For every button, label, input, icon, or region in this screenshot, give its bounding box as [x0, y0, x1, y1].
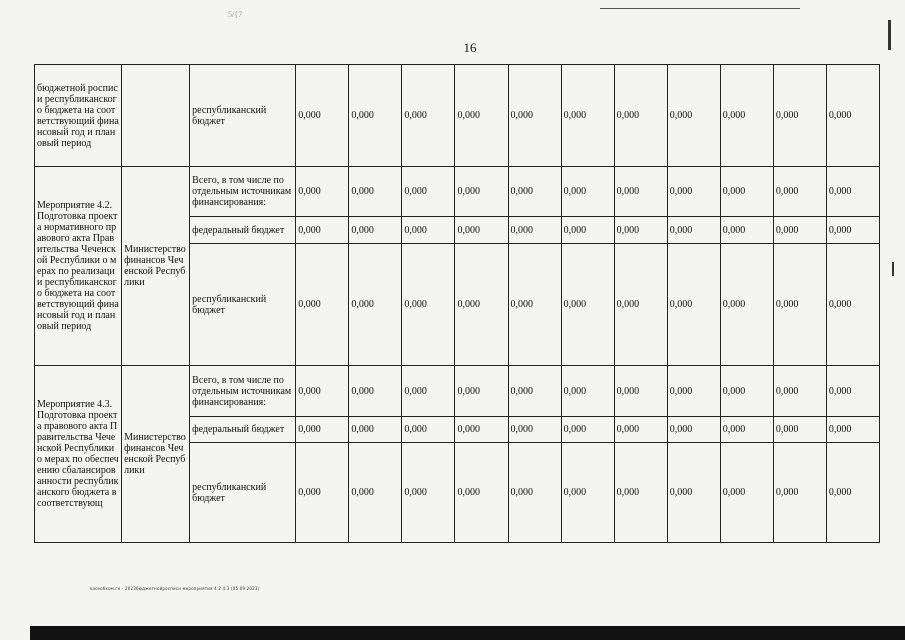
value-cell: 0,000: [402, 443, 455, 543]
value-cell: 0,000: [826, 244, 879, 366]
value-cell: 0,000: [614, 167, 667, 217]
value-cell: 0,000: [720, 366, 773, 417]
value-cell: 0,000: [614, 417, 667, 443]
value-cell: 0,000: [614, 366, 667, 417]
value-cell: 0,000: [720, 244, 773, 366]
value-cell: 0,000: [402, 244, 455, 366]
value-cell: 0,000: [720, 217, 773, 244]
value-cell: 0,000: [773, 167, 826, 217]
funding-source-cell: федеральный бюджет: [190, 217, 296, 244]
value-cell: 0,000: [826, 366, 879, 417]
value-cell: 0,000: [773, 244, 826, 366]
value-cell: 0,000: [720, 443, 773, 543]
value-cell: 0,000: [508, 244, 561, 366]
executor-cell: [122, 65, 190, 167]
value-cell: 0,000: [402, 167, 455, 217]
value-cell: 0,000: [508, 167, 561, 217]
value-cell: 0,000: [349, 417, 402, 443]
scan-edge-mark: [888, 20, 891, 50]
value-cell: 0,000: [296, 167, 349, 217]
value-cell: 0,000: [455, 167, 508, 217]
value-cell: 0,000: [455, 366, 508, 417]
value-cell: 0,000: [402, 417, 455, 443]
value-cell: 0,000: [667, 217, 720, 244]
value-cell: 0,000: [773, 217, 826, 244]
value-cell: 0,000: [508, 65, 561, 167]
value-cell: 0,000: [667, 244, 720, 366]
value-cell: 0,000: [826, 443, 879, 543]
value-cell: 0,000: [296, 443, 349, 543]
measure-name-cell: бюджетной росписи республиканского бюджета на соответствующий финансовый год и плановый период: [35, 65, 122, 167]
value-cell: 0,000: [455, 417, 508, 443]
value-cell: 0,000: [349, 244, 402, 366]
funding-source-cell: Всего, в том числе по отдельным источникам финансирования:: [190, 366, 296, 417]
value-cell: 0,000: [296, 366, 349, 417]
value-cell: 0,000: [826, 167, 879, 217]
measure-name-cell: Мероприятие 4.3. Подготовка проекта правового акта Правительства Чеченской Республики о мерах по обеспечению сбалансированности республиканского бюджета в соответствующ: [35, 366, 122, 543]
value-cell: 0,000: [349, 65, 402, 167]
funding-source-cell: республиканский бюджет: [190, 244, 296, 366]
value-cell: 0,000: [614, 65, 667, 167]
value-cell: 0,000: [455, 443, 508, 543]
value-cell: 0,000: [561, 244, 614, 366]
value-cell: 0,000: [614, 443, 667, 543]
value-cell: 0,000: [826, 65, 879, 167]
value-cell: 0,000: [614, 244, 667, 366]
value-cell: 0,000: [349, 443, 402, 543]
table-row: [35, 167, 880, 217]
value-cell: 0,000: [773, 443, 826, 543]
value-cell: 0,000: [561, 167, 614, 217]
header-mark: 5/{7: [228, 10, 243, 19]
value-cell: 0,000: [349, 366, 402, 417]
executor-cell: Министерство финансов Чеченской Республики: [122, 167, 190, 366]
table-row: [35, 366, 880, 417]
scan-edge-mark: [892, 262, 894, 276]
value-cell: 0,000: [561, 366, 614, 417]
value-cell: 0,000: [455, 217, 508, 244]
value-cell: 0,000: [349, 167, 402, 217]
footer-file-path: kaсеобком.ге - 2023бюджетнойросписи мероприятия 4.2 4.3 (05.09.2023): [90, 586, 260, 591]
page-number: 16: [463, 40, 477, 55]
value-cell: 0,000: [667, 65, 720, 167]
value-cell: 0,000: [402, 65, 455, 167]
table-row: [35, 65, 880, 167]
value-cell: 0,000: [720, 65, 773, 167]
value-cell: 0,000: [667, 366, 720, 417]
value-cell: 0,000: [667, 417, 720, 443]
value-cell: 0,000: [402, 217, 455, 244]
value-cell: 0,000: [508, 217, 561, 244]
value-cell: 0,000: [720, 167, 773, 217]
value-cell: 0,000: [349, 217, 402, 244]
funding-source-cell: республиканский бюджет: [190, 65, 296, 167]
value-cell: 0,000: [773, 65, 826, 167]
value-cell: 0,000: [296, 217, 349, 244]
value-cell: 0,000: [455, 65, 508, 167]
value-cell: 0,000: [561, 443, 614, 543]
value-cell: 0,000: [667, 167, 720, 217]
value-cell: 0,000: [826, 417, 879, 443]
value-cell: 0,000: [455, 244, 508, 366]
scan-top-line: [600, 8, 800, 9]
executor-cell: Министерство финансов Чеченской Республики: [122, 366, 190, 543]
value-cell: 0,000: [561, 417, 614, 443]
value-cell: 0,000: [508, 443, 561, 543]
funding-source-cell: республиканский бюджет: [190, 443, 296, 543]
value-cell: 0,000: [296, 417, 349, 443]
value-cell: 0,000: [561, 217, 614, 244]
value-cell: 0,000: [508, 366, 561, 417]
measure-name-cell: Мероприятие 4.2. Подготовка проекта нормативного правового акта Правительства Чеченской Республики о мерах по реализации республиканского бюджета на соответствующий финансовый год и плановый период: [35, 167, 122, 366]
value-cell: 0,000: [402, 366, 455, 417]
value-cell: 0,000: [773, 417, 826, 443]
value-cell: 0,000: [296, 65, 349, 167]
value-cell: 0,000: [561, 65, 614, 167]
value-cell: 0,000: [508, 417, 561, 443]
value-cell: 0,000: [720, 417, 773, 443]
value-cell: 0,000: [826, 217, 879, 244]
budget-table: [34, 64, 880, 543]
funding-source-cell: Всего, в том числе по отдельным источникам финансирования:: [190, 167, 296, 217]
value-cell: 0,000: [667, 443, 720, 543]
funding-source-cell: федеральный бюджет: [190, 417, 296, 443]
scan-bottom-bar: [30, 626, 905, 640]
value-cell: 0,000: [296, 244, 349, 366]
value-cell: 0,000: [614, 217, 667, 244]
value-cell: 0,000: [773, 366, 826, 417]
